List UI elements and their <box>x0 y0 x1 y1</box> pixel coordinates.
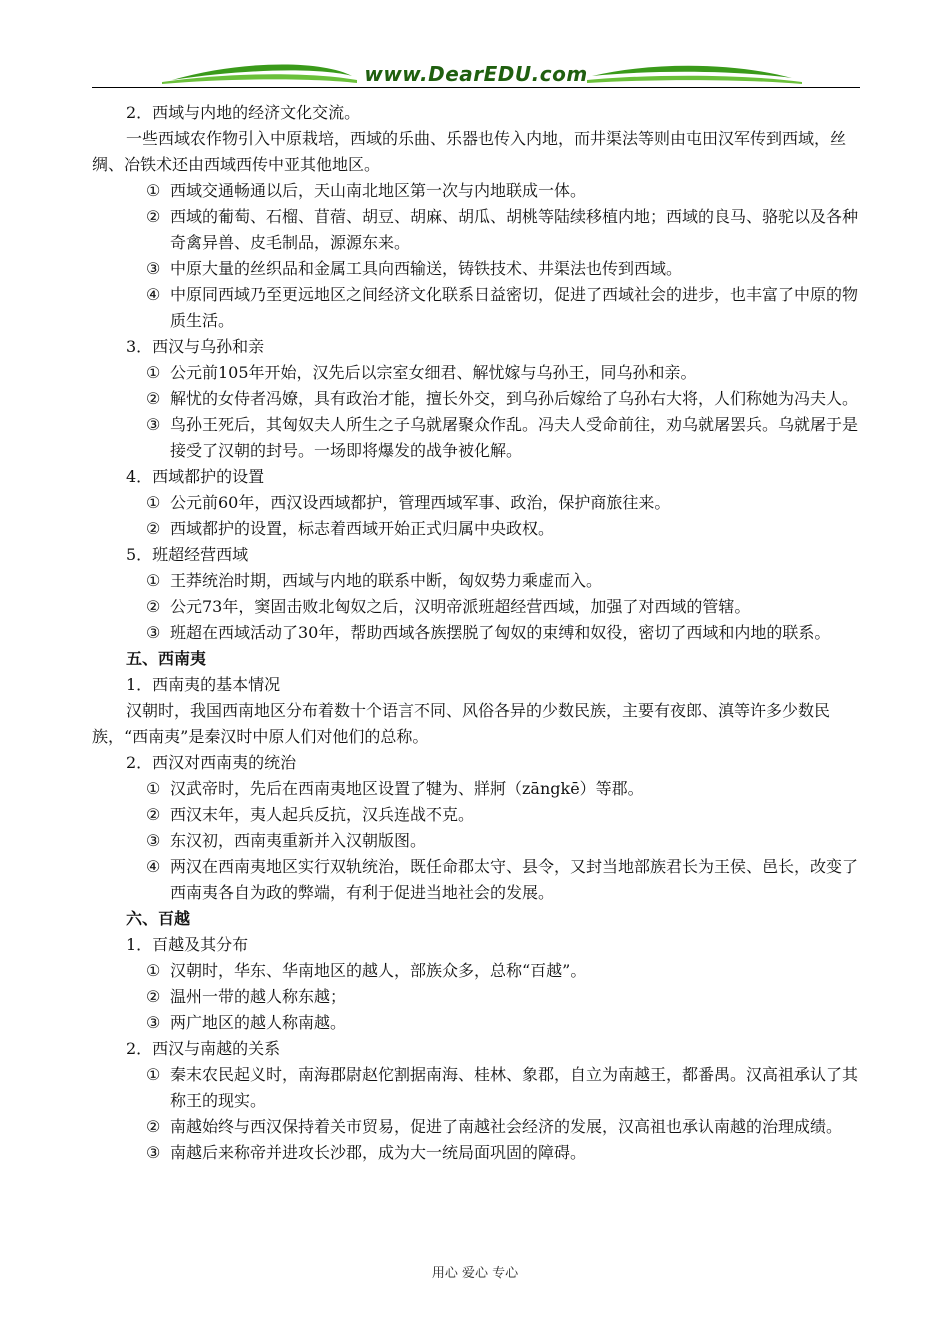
list-item <box>92 1114 860 1140</box>
list-item-number: ① <box>146 779 161 798</box>
section-heading: 5．班超经营西域 <box>126 545 249 564</box>
list-item-number: ③ <box>146 831 161 850</box>
list-item-text: 公元前60年，西汉设西域都护，管理西域军事、政治，保护商旅往来。 <box>170 493 671 512</box>
list-item-number: ① <box>146 571 161 590</box>
chapter-heading: 五、西南夷 <box>126 649 207 668</box>
paragraph: 一些西域农作物引入中原栽培，西域的乐曲、乐器也传入内地，而井渠法等则由屯田汉军传到西域，丝绸、冶铁术还由西域西传中亚其他地区。 <box>92 129 847 174</box>
list-item <box>92 1062 860 1114</box>
list-item-number: ② <box>146 987 161 1006</box>
list-item-number: ② <box>146 519 161 538</box>
list-item-text: 南越后来称帝并进攻长沙郡，成为大一统局面巩固的障碍。 <box>170 1143 587 1162</box>
list-item <box>92 516 860 542</box>
paragraph: 汉朝时，我国西南地区分布着数十个语言不同、风俗各异的少数民族，主要有夜郎、滇等许多少数民族，“西南夷”是秦汉时中原人们对他们的总称。 <box>92 701 831 746</box>
list-item <box>92 568 860 594</box>
list-item-number: ① <box>146 363 161 382</box>
list-item-text: 西域都护的设置，标志着西域开始正式归属中央政权。 <box>170 519 555 538</box>
list-item-text: 两汉在西南夷地区实行双轨统治，既任命郡太守、县令，又封当地部族君长为王侯、邑长，改变了西南夷各自为政的弊端，有利于促进当地社会的发展。 <box>170 857 859 902</box>
list-item-text: 王莽统治时期，西域与内地的联系中断，匈奴势力乘虚而入。 <box>170 571 603 590</box>
list-item-number: ③ <box>146 259 161 278</box>
document-body <box>92 100 860 1166</box>
list-item <box>92 984 860 1010</box>
list-item-text: 公元73年，窦固击败北匈奴之后，汉明帝派班超经营西域，加强了对西域的管辖。 <box>170 597 751 616</box>
list-item <box>92 256 860 282</box>
list-item-text: 中原大量的丝织品和金属工具向西输送，铸铁技术、井渠法也传到西域。 <box>170 259 683 278</box>
list-item-number: ③ <box>146 623 161 642</box>
list-item-text: 东汉初，西南夷重新并入汉朝版图。 <box>170 831 427 850</box>
list-item-number: ③ <box>146 1013 161 1032</box>
list-item-text: 汉朝时，华东、华南地区的越人，部族众多，总称“百越”。 <box>170 961 587 980</box>
list-item-number: ① <box>146 961 161 980</box>
list-item <box>92 620 860 646</box>
list-item <box>92 802 860 828</box>
list-item-number: ② <box>146 389 161 408</box>
header-rule <box>92 87 860 88</box>
list-item-text: 公元前105年开始，汉先后以宗室女细君、解忧嫁与乌孙王，同乌孙和亲。 <box>170 363 697 382</box>
list-item-number: ③ <box>146 415 161 434</box>
list-item <box>92 282 860 334</box>
list-item-text: 西汉末年，夷人起兵反抗，汉兵连战不克。 <box>170 805 475 824</box>
list-item-number: ④ <box>146 285 161 304</box>
list-item-number: ② <box>146 207 161 226</box>
list-item-text: 南越始终与西汉保持着关市贸易，促进了南越社会经济的发展，汉高祖也承认南越的治理成绩。 <box>170 1117 843 1136</box>
list-item <box>92 828 860 854</box>
list-item-number: ① <box>146 493 161 512</box>
list-item-number: ④ <box>146 857 161 876</box>
list-item-number: ② <box>146 1117 161 1136</box>
list-item <box>92 204 860 256</box>
list-item-text: 中原同西域乃至更远地区之间经济文化联系日益密切，促进了西域社会的进步，也丰富了中原的物质生活。 <box>170 285 859 330</box>
list-item-number: ① <box>146 1065 161 1084</box>
list-item <box>92 178 860 204</box>
list-item-text: 西域交通畅通以后，天山南北地区第一次与内地联成一体。 <box>170 181 587 200</box>
list-item-text: 班超在西域活动了30年，帮助西域各族摆脱了匈奴的束缚和奴役，密切了西域和内地的联系。 <box>170 623 831 642</box>
section-heading: 1．百越及其分布 <box>126 935 249 954</box>
list-item <box>92 1140 860 1166</box>
list-item-number: ② <box>146 597 161 616</box>
list-item <box>92 958 860 984</box>
list-item <box>92 1010 860 1036</box>
section-heading: 3．西汉与乌孙和亲 <box>126 337 265 356</box>
list-item-text: 两广地区的越人称南越。 <box>170 1013 347 1032</box>
list-item-text: 西域的葡萄、石榴、苜蓿、胡豆、胡麻、胡瓜、胡桃等陆续移植内地；西域的良马、骆驼以及各种奇禽异兽、皮毛制品，源源东来。 <box>170 207 859 252</box>
list-item-text: 秦末农民起义时，南海郡尉赵佗割据南海、桂林、象郡，自立为南越王，都番禺。汉高祖承认了其称王的现实。 <box>170 1065 859 1110</box>
list-item <box>92 854 860 906</box>
section-heading: 2．西域与内地的经济文化交流。 <box>126 103 361 122</box>
section-heading: 2．西汉与南越的关系 <box>126 1039 281 1058</box>
page-header <box>92 58 860 94</box>
list-item <box>92 490 860 516</box>
list-item-number: ② <box>146 805 161 824</box>
header-logo-text: www.DearEDU.com <box>364 62 588 86</box>
list-item-text: 温州一带的越人称东越； <box>170 987 347 1006</box>
list-item <box>92 594 860 620</box>
chapter-heading: 六、百越 <box>126 909 191 928</box>
page-footer: 用心 爱心 专心 <box>431 1266 519 1281</box>
list-item-text: 解忧的女侍者冯嫽，具有政治才能，擅长外交，到乌孙后嫁给了乌孙右大将，人们称她为冯夫人。 <box>170 389 859 408</box>
list-item-number: ③ <box>146 1143 161 1162</box>
list-item <box>92 386 860 412</box>
section-heading: 4．西域都护的设置 <box>126 467 265 486</box>
list-item-number: ① <box>146 181 161 200</box>
section-heading: 2．西汉对西南夷的统治 <box>126 753 297 772</box>
section-heading: 1．西南夷的基本情况 <box>126 675 281 694</box>
list-item <box>92 776 860 802</box>
list-item <box>92 360 860 386</box>
list-item-text: 汉武帝时，先后在西南夷地区设置了犍为、牂牁（zāngkē）等郡。 <box>170 779 644 798</box>
list-item <box>92 412 860 464</box>
list-item-text: 鸟孙王死后，其匈奴夫人所生之子乌就屠聚众作乱。冯夫人受命前往，劝乌就屠罢兵。乌就屠于是接受了汉朝的封号。一场即将爆发的战争被化解。 <box>170 415 859 460</box>
